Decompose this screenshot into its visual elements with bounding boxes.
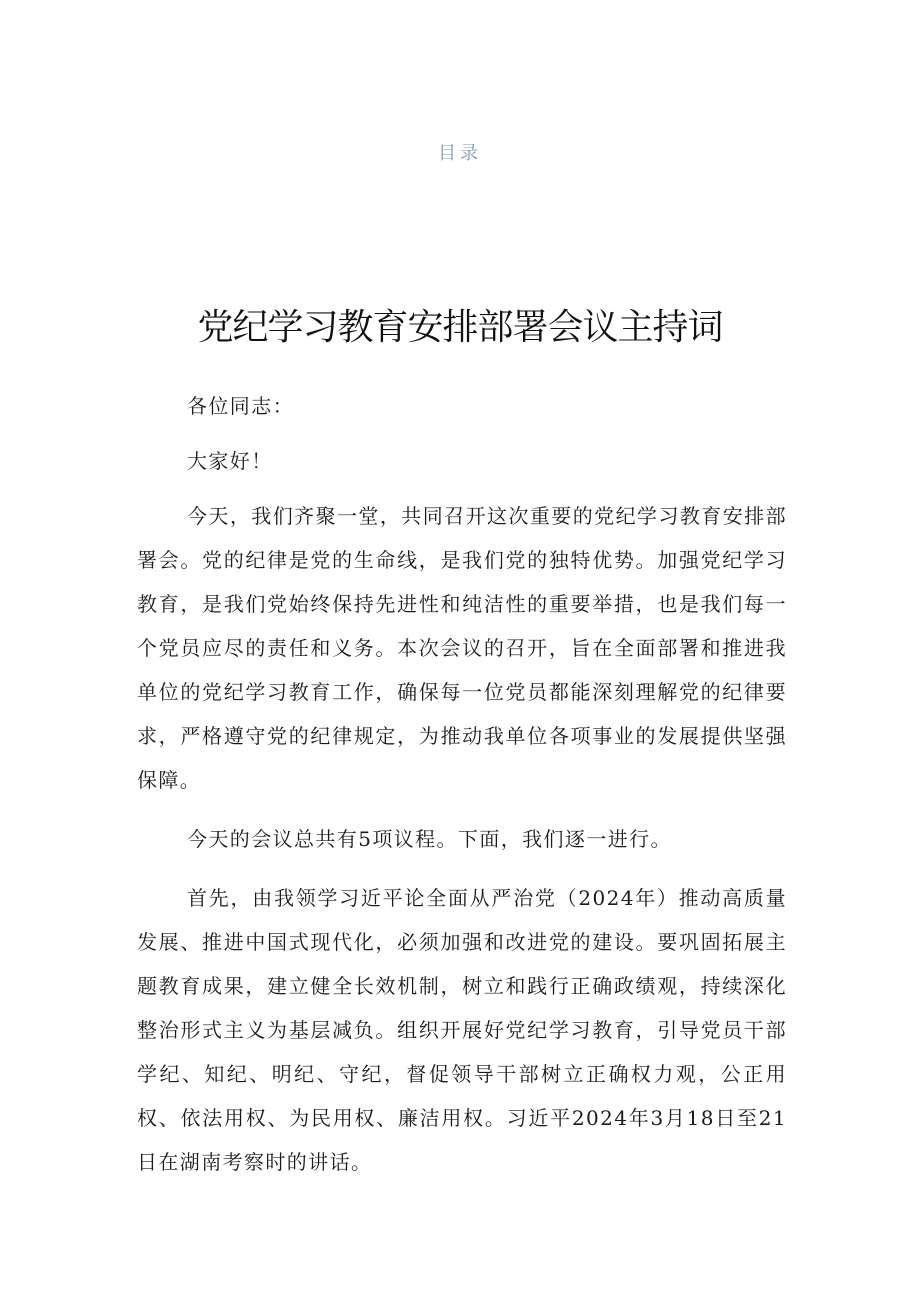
greeting: 大家好！ (187, 449, 273, 473)
document-title: 党纪学习教育安排部署会议主持词 (197, 307, 723, 348)
salutation: 各位同志： (187, 394, 294, 418)
paragraph-opening: 今天，我们齐聚一堂，共同召开这次重要的党纪学习教育安排部署会。党的纪律是党的生命线，是我们党的独特优势。加强党纪学习教育，是我们党始终保持先进性和纯洁性的重要举措，也是我们每一个党员应尽的责任和义务。本次会议的召开，旨在全面部署和推进我单位的党纪学习教育工作，确保每一位党员都能深刻理解党的纪律要求，严格遵守党的纪律规定，为推动我单位各项事业的发展提供坚强保障。 (137, 504, 787, 792)
toc-link[interactable]: 目录 (438, 143, 482, 164)
paragraph-agenda: 今天的会议总共有5项议程。下面，我们逐一进行。 (187, 827, 672, 851)
paragraph-first-item: 首先，由我领学习近平论全面从严治党（2024年）推动高质量发展、推进中国式现代化，必须加强和改进党的建设。要巩固拓展主题教育成果，建立健全长效机制，树立和践行正确政绩观，持续深化整治形式主义为基层减负。组织开展好党纪学习教育，引导党员干部学纪、知纪、明纪、守纪，督促领导干部树立正确权力观，公正用权、依法用权、为民用权、廉洁用权。习近平2024年3月18日至21日在湖南考察时的讲话。 (137, 886, 787, 1174)
document-body (137, 384, 787, 1199)
